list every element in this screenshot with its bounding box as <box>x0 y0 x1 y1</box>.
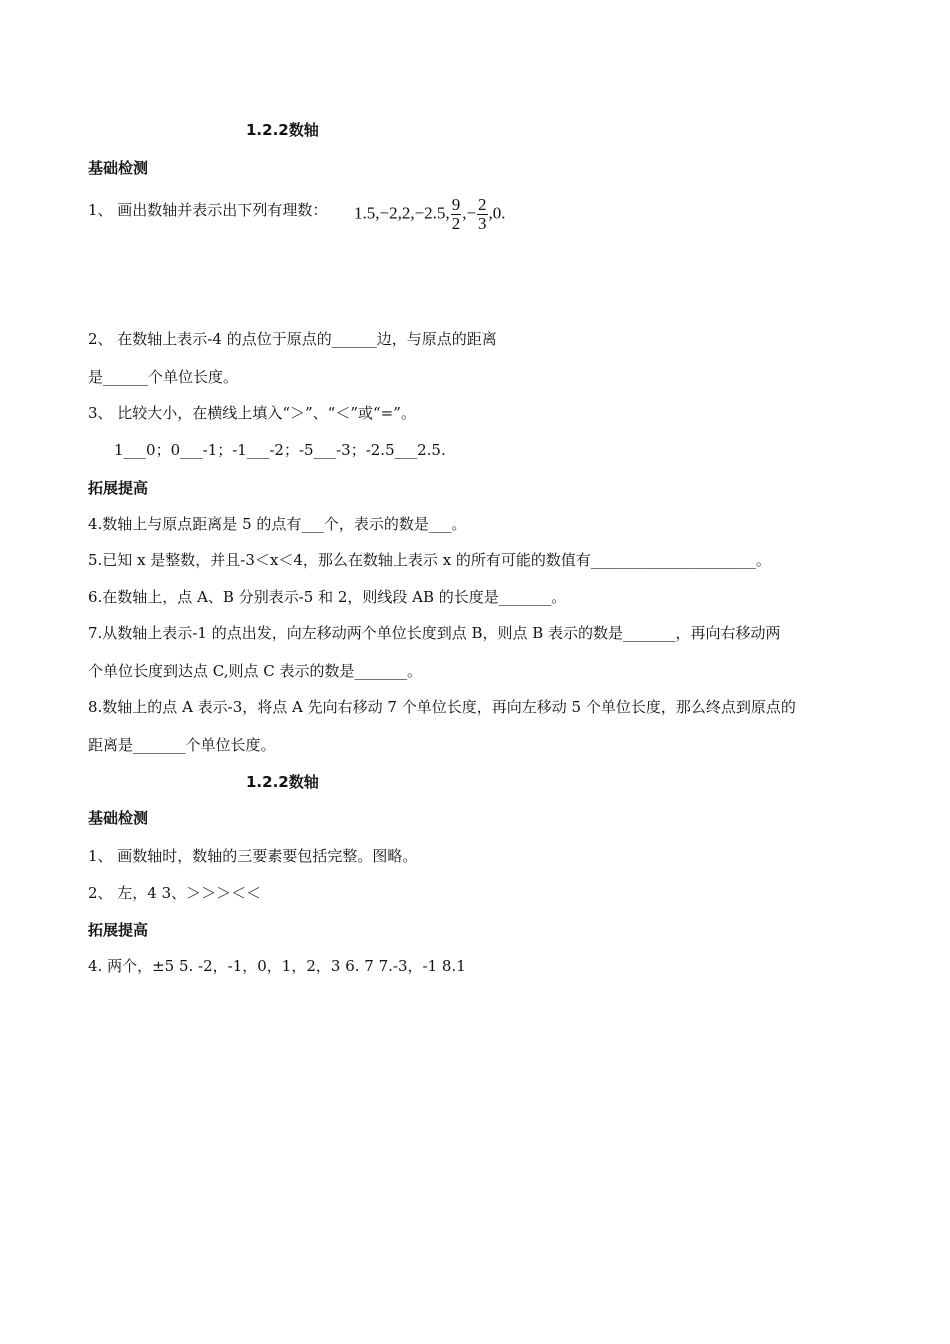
answer-heading-extension: 拓展提高 <box>88 921 149 939</box>
section-heading-extension: 拓展提高 <box>88 479 149 497</box>
question-3-line-2: 1___0；0___-1；-1___-2；-5___-3；-2.5___2.5. <box>114 441 446 459</box>
question-7-line-1: 7.从数轴上表示-1 的点出发，向左移动两个单位长度到点 B，则点 B 表示的数是_______，再向右移动两 <box>88 624 781 642</box>
question-1: 1、 画出数轴并表示出下列有理数： <box>88 201 328 219</box>
answer-1: 1、 画数轴时，数轴的三要素要包括完整。图略。 <box>88 847 418 865</box>
question-8-line-2: 距离是_______个单位长度。 <box>88 736 276 754</box>
numbers-mid: ,− <box>462 203 477 223</box>
answer-title: 1.2.2数轴 <box>246 773 319 791</box>
answer-2-3: 2、 左，4 3、＞＞＞＜＜ <box>88 884 262 902</box>
question-7-line-2: 个单位长度到达点 C,则点 C 表示的数是_______。 <box>88 662 422 680</box>
page-title: 1.2.2数轴 <box>246 121 319 139</box>
question-2-line-2: 是______个单位长度。 <box>88 368 239 386</box>
question-3-line-1: 3、 比较大小，在横线上填入“＞”、“＜”或“=”。 <box>88 404 416 422</box>
answer-heading-basic: 基础检测 <box>88 809 149 827</box>
question-1-numbers <box>354 196 506 233</box>
question-8-line-1: 8.数轴上的点 A 表示-3，将点 A 先向右移动 7 个单位长度，再向左移动 5 个单位长度，那么终点到原点的 <box>88 698 796 716</box>
fraction-two-thirds: $\frac{2}{3}$ <box>478 195 487 233</box>
numbers-prefix: 1.5,−2,2,−2.5, <box>354 203 450 223</box>
fraction-nine-halves: $\frac{9}{2}$ <box>451 195 461 233</box>
question-2-line-1: 2、 在数轴上表示-4 的点位于原点的______边，与原点的距离 <box>88 330 497 348</box>
answer-4-8: 4. 两个，±5 5. -2，-1，0，1，2，3 6. 7 7.-3，-1 8.1 <box>88 957 466 975</box>
question-5: 5.已知 x 是整数，并且-3＜x＜4，那么在数轴上表示 x 的所有可能的数值有______________________。 <box>88 551 771 569</box>
question-6: 6.在数轴上，点 A、B 分别表示-5 和 2，则线段 AB 的长度是_______。 <box>88 588 567 606</box>
question-4: 4.数轴上与原点距离是 5 的点有___个，表示的数是___。 <box>88 515 467 533</box>
section-heading-basic: 基础检测 <box>88 159 149 177</box>
numbers-suffix: ,0. <box>488 203 506 223</box>
